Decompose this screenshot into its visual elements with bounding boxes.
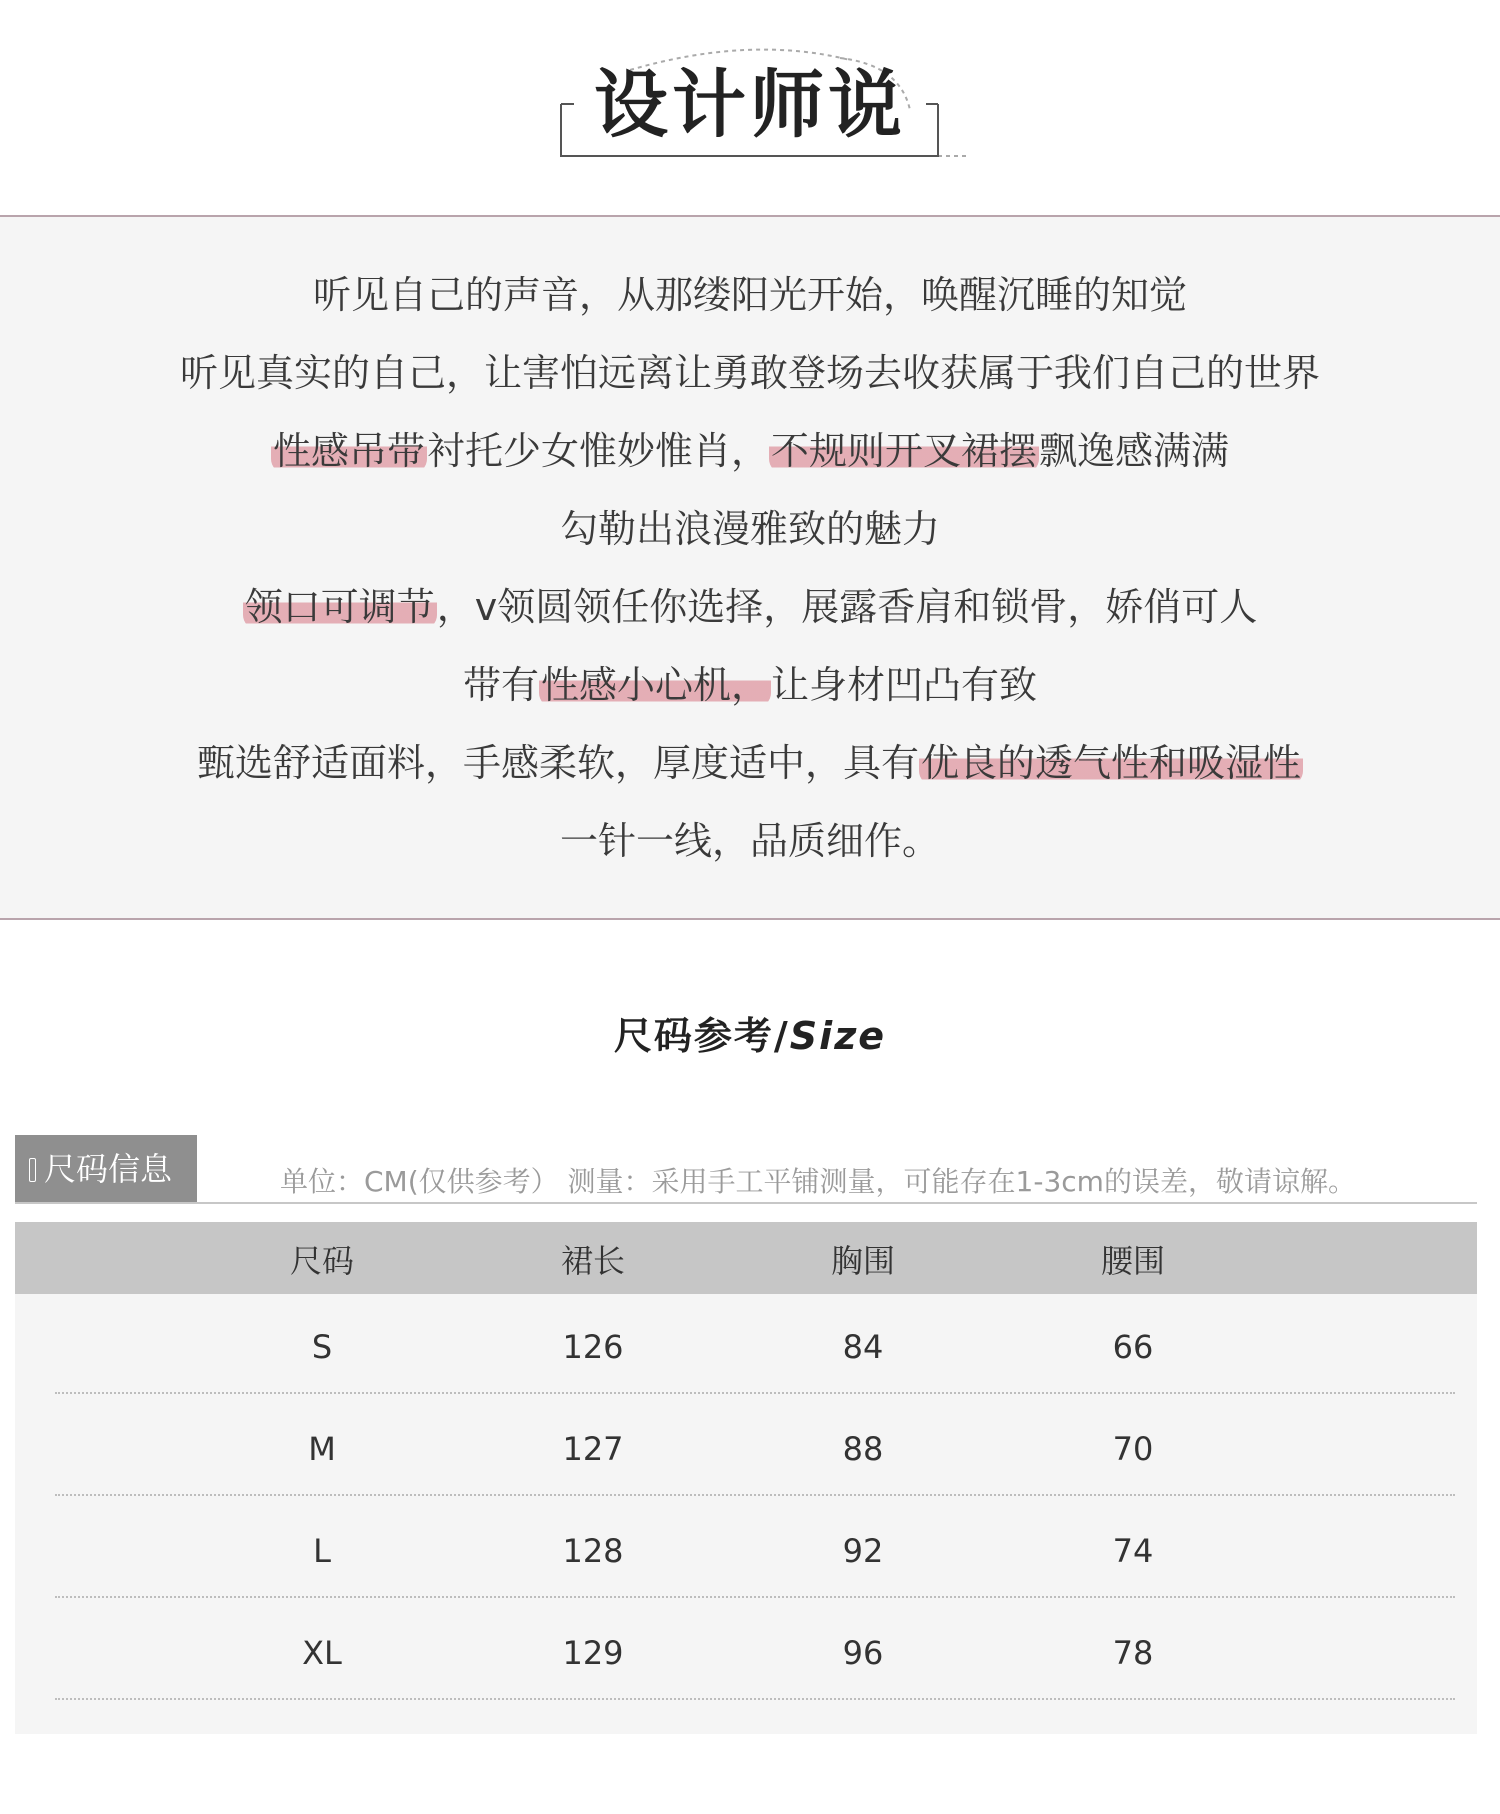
table-cell: 129 <box>562 1634 624 1672</box>
table-cell: 128 <box>562 1532 624 1570</box>
size-heading <box>0 1005 1500 1060</box>
description-panel <box>0 215 1500 920</box>
highlighted-text: 不规则开叉裙摆 <box>771 429 1038 473</box>
description-text: ，v领圆领任你选择，展露香肩和锁骨，娇俏可人 <box>436 585 1258 629</box>
description-line <box>0 426 1500 476</box>
column-header: 裙长 <box>560 1242 625 1280</box>
description-text: 一针一线，品质细作。 <box>559 819 940 863</box>
row-separator <box>55 1494 1455 1496</box>
table-row <box>15 1294 1477 1394</box>
table-cell: 70 <box>1112 1430 1154 1468</box>
description-text: 勾勒出浪漫雅致的魅力 <box>559 507 940 551</box>
row-separator <box>55 1698 1455 1700</box>
description-line <box>0 348 1500 398</box>
table-cell: 126 <box>562 1328 624 1366</box>
row-separator <box>55 1392 1455 1394</box>
highlighted-text: 性感小心机， <box>540 663 769 707</box>
description-line <box>0 738 1500 788</box>
table-cell: 92 <box>842 1532 884 1570</box>
row-separator <box>55 1596 1455 1598</box>
size-info-label: 尺码信息 <box>44 1150 173 1188</box>
table-cell: L <box>313 1532 331 1570</box>
column-header: 胸围 <box>830 1242 895 1280</box>
description-text: 听见自己的声音，从那缕阳光开始，唤醒沉睡的知觉 <box>312 273 1187 317</box>
description-line <box>0 582 1500 632</box>
measurement-note: 单位：CM(仅供参考） 测量：采用手工平铺测量，可能存在1-3cm的误差，敬请谅解。 <box>280 1165 1356 1198</box>
table-row <box>15 1498 1477 1598</box>
table-cell: 88 <box>842 1430 884 1468</box>
table-cell: 74 <box>1112 1532 1154 1570</box>
table-cell: 127 <box>562 1430 624 1468</box>
table-cell: M <box>308 1430 336 1468</box>
description-text: 甄选舒适面料，手感柔软，厚度适中，具有 <box>196 741 919 785</box>
description-text: 听见真实的自己，让害怕远离让勇敢登场去收获属于我们自己的世界 <box>179 351 1320 395</box>
table-cell: XL <box>302 1634 342 1672</box>
highlighted-text: 优良的透气性和吸湿性 <box>921 741 1302 785</box>
designer-title: 设计师说 <box>594 62 906 148</box>
highlighted-text: 领口可调节 <box>244 585 435 629</box>
size-heading-en: Size <box>789 1014 887 1058</box>
description-text: 衬托少女惟妙惟肖， <box>426 429 769 473</box>
description-line <box>0 270 1500 320</box>
size-info-tag <box>15 1135 197 1203</box>
table-header <box>15 1222 1477 1294</box>
table-cell: 78 <box>1112 1634 1154 1672</box>
description-text: 让身材凹凸有致 <box>771 663 1038 707</box>
description-text: 带有 <box>462 663 539 707</box>
tag-bar-icon <box>29 1158 36 1182</box>
column-header: 腰围 <box>1100 1242 1165 1280</box>
table-cell: 84 <box>842 1328 884 1366</box>
table-row <box>15 1600 1477 1700</box>
size-table <box>15 1222 1477 1734</box>
description-text: 飘逸感满满 <box>1039 429 1230 473</box>
highlighted-text: 性感吊带 <box>272 429 425 473</box>
table-cell: 96 <box>842 1634 884 1672</box>
divider <box>15 1202 1477 1204</box>
table-row <box>15 1396 1477 1496</box>
column-header: 尺码 <box>289 1242 354 1280</box>
table-cell: S <box>311 1328 333 1366</box>
description-line <box>0 504 1500 554</box>
size-heading-cn: 尺码参考/ <box>613 1014 790 1058</box>
description-line <box>0 816 1500 866</box>
table-cell: 66 <box>1112 1328 1154 1366</box>
description-line <box>0 660 1500 710</box>
